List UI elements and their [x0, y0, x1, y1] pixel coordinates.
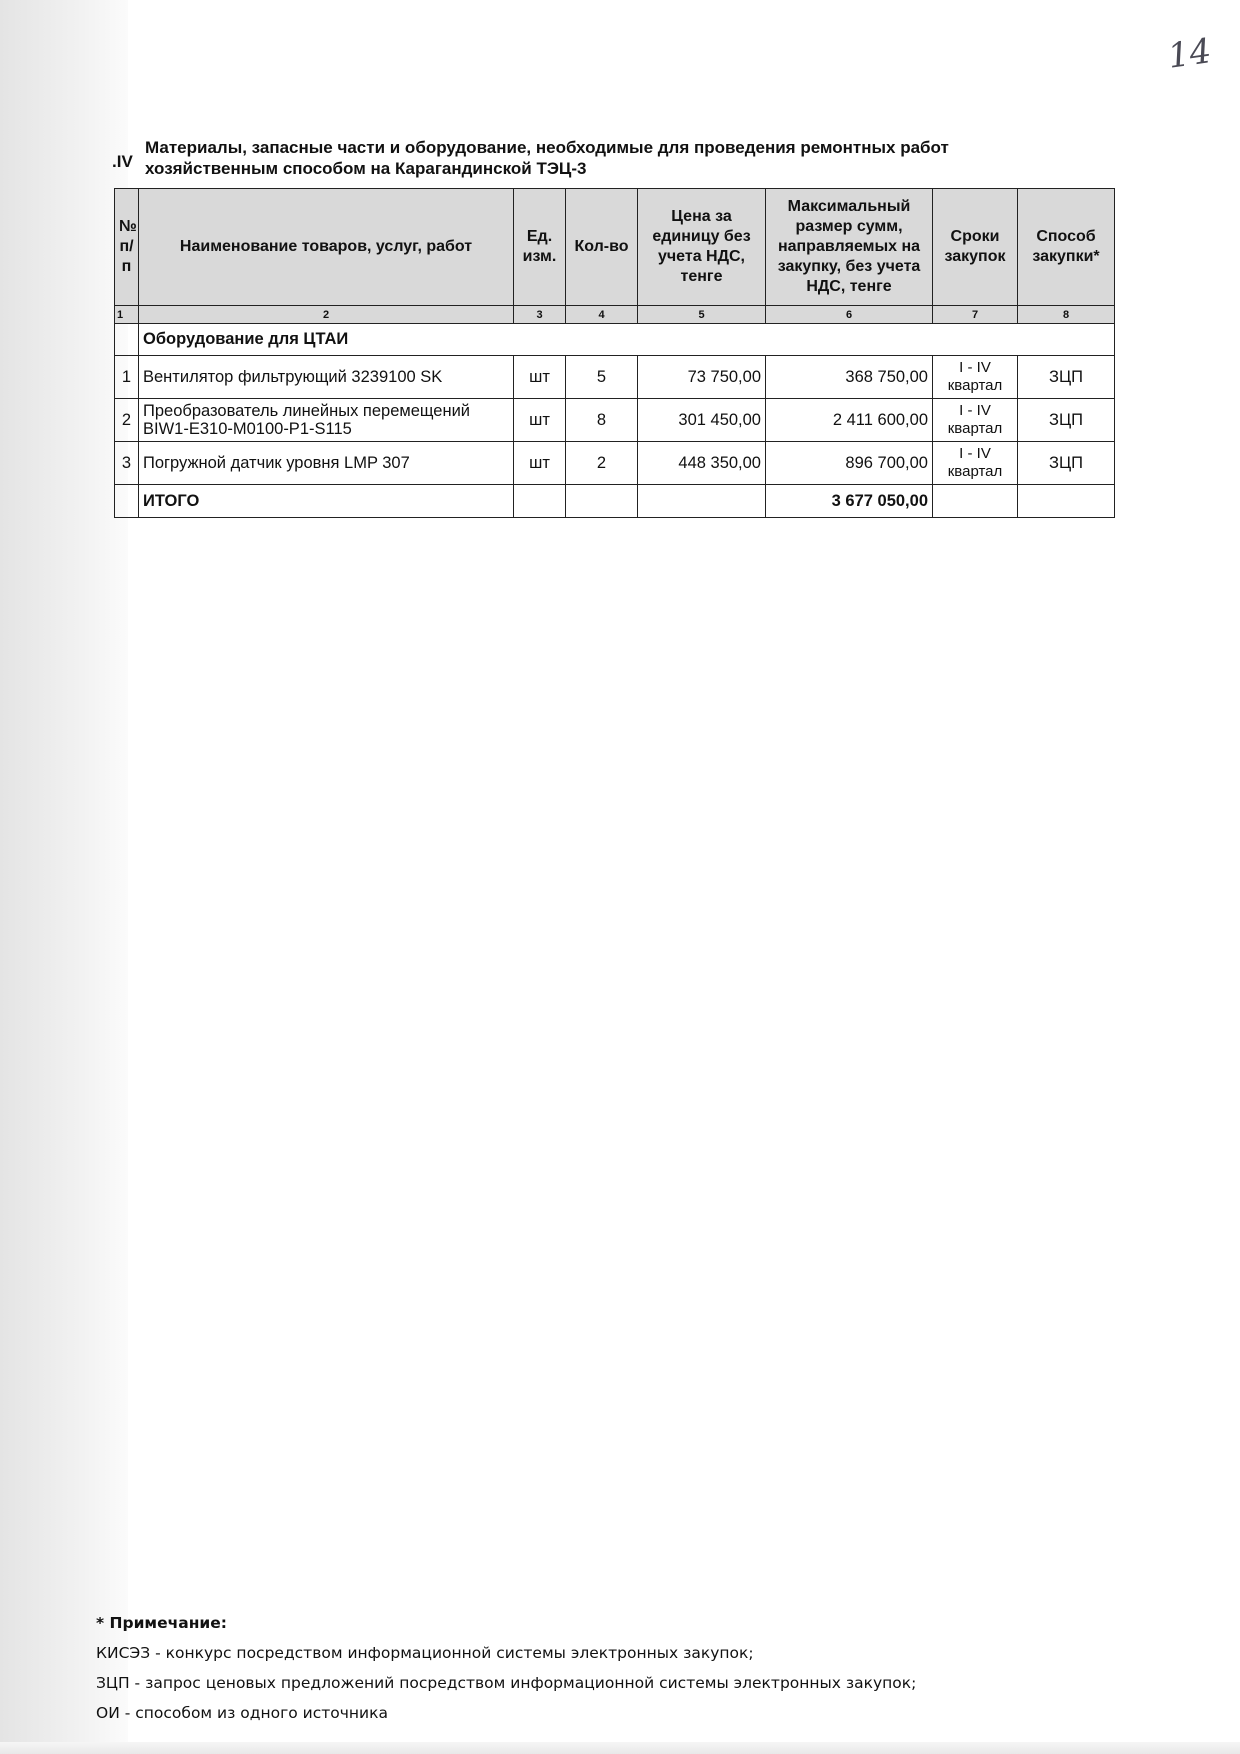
row-num: 3 [115, 442, 139, 485]
column-number: 2 [139, 306, 514, 324]
column-number: 6 [766, 306, 933, 324]
row-term: I - IV квартал [933, 442, 1018, 485]
scan-bottom-shadow [0, 1742, 1240, 1754]
col-header-name: Наименование товаров, услуг, работ [139, 189, 514, 306]
row-term: I - IV квартал [933, 356, 1018, 399]
column-number: 7 [933, 306, 1018, 324]
table-row [115, 442, 1115, 485]
col-header-num: № п/п [115, 189, 139, 306]
scan-edge-shadow [0, 0, 128, 1754]
materials-table [114, 188, 1115, 518]
row-method: ЗЦП [1018, 356, 1115, 399]
group-row [115, 324, 1115, 356]
group-num-cell [115, 324, 139, 356]
column-number: 8 [1018, 306, 1115, 324]
row-unit: шт [514, 399, 566, 442]
total-amount: 3 677 050,00 [766, 485, 933, 518]
row-method: ЗЦП [1018, 442, 1115, 485]
row-qty: 2 [566, 442, 638, 485]
footnote-line: ОИ - способом из одного источника [96, 1704, 388, 1722]
total-empty-cell [933, 485, 1018, 518]
footnote-line: ЗЦП - запрос ценовых предложений посредством информационной системы электронных закупок; [96, 1674, 917, 1692]
total-row [115, 485, 1115, 518]
row-name: Преобразователь линейных перемещений BIW1-E310-M0100-P1-S115 [139, 399, 514, 442]
handwritten-page-number: 14 [1165, 31, 1214, 77]
row-qty: 5 [566, 356, 638, 399]
row-price: 301 450,00 [638, 399, 766, 442]
col-header-unit: Ед. изм. [514, 189, 566, 306]
column-number: 5 [638, 306, 766, 324]
group-title: Оборудование для ЦТАИ [139, 324, 1115, 356]
total-empty-cell [1018, 485, 1115, 518]
section-number: .IV [112, 152, 133, 171]
column-number: 3 [514, 306, 566, 324]
table-row [115, 399, 1115, 442]
column-number: 1 [115, 306, 139, 324]
row-name: Погружной датчик уровня LMP 307 [139, 442, 514, 485]
row-unit: шт [514, 442, 566, 485]
total-empty-cell [638, 485, 766, 518]
column-number-row [115, 306, 1115, 324]
col-header-price: Цена за единицу без учета НДС, тенге [638, 189, 766, 306]
col-header-term: Сроки закупок [933, 189, 1018, 306]
footnote-title: * Примечание: [96, 1614, 227, 1632]
row-price: 73 750,00 [638, 356, 766, 399]
table-row [115, 356, 1115, 399]
row-qty: 8 [566, 399, 638, 442]
footnote-line: КИСЭЗ - конкурс посредством информационной системы электронных закупок; [96, 1644, 754, 1662]
row-amount: 2 411 600,00 [766, 399, 933, 442]
column-number: 4 [566, 306, 638, 324]
col-header-qty: Кол-во [566, 189, 638, 306]
row-method: ЗЦП [1018, 399, 1115, 442]
col-header-amount: Максимальный размер сумм, направляемых на закупку, без учета НДС, тенге [766, 189, 933, 306]
total-empty-cell [566, 485, 638, 518]
row-term: I - IV квартал [933, 399, 1018, 442]
row-num: 2 [115, 399, 139, 442]
footnote [96, 1608, 1196, 1728]
table-header-row [115, 189, 1115, 306]
row-name: Вентилятор фильтрующий 3239100 SK [139, 356, 514, 399]
row-unit: шт [514, 356, 566, 399]
row-num: 1 [115, 356, 139, 399]
row-price: 448 350,00 [638, 442, 766, 485]
total-empty-cell [514, 485, 566, 518]
row-amount: 368 750,00 [766, 356, 933, 399]
col-header-method: Способ закупки* [1018, 189, 1115, 306]
row-amount: 896 700,00 [766, 442, 933, 485]
total-label: ИТОГО [139, 485, 514, 518]
section-title: Материалы, запасные части и оборудование, необходимые для проведения ремонтных работ хозяйственным способом на Карагандинской ТЭЦ-3 [145, 138, 949, 178]
total-empty-cell [115, 485, 139, 518]
